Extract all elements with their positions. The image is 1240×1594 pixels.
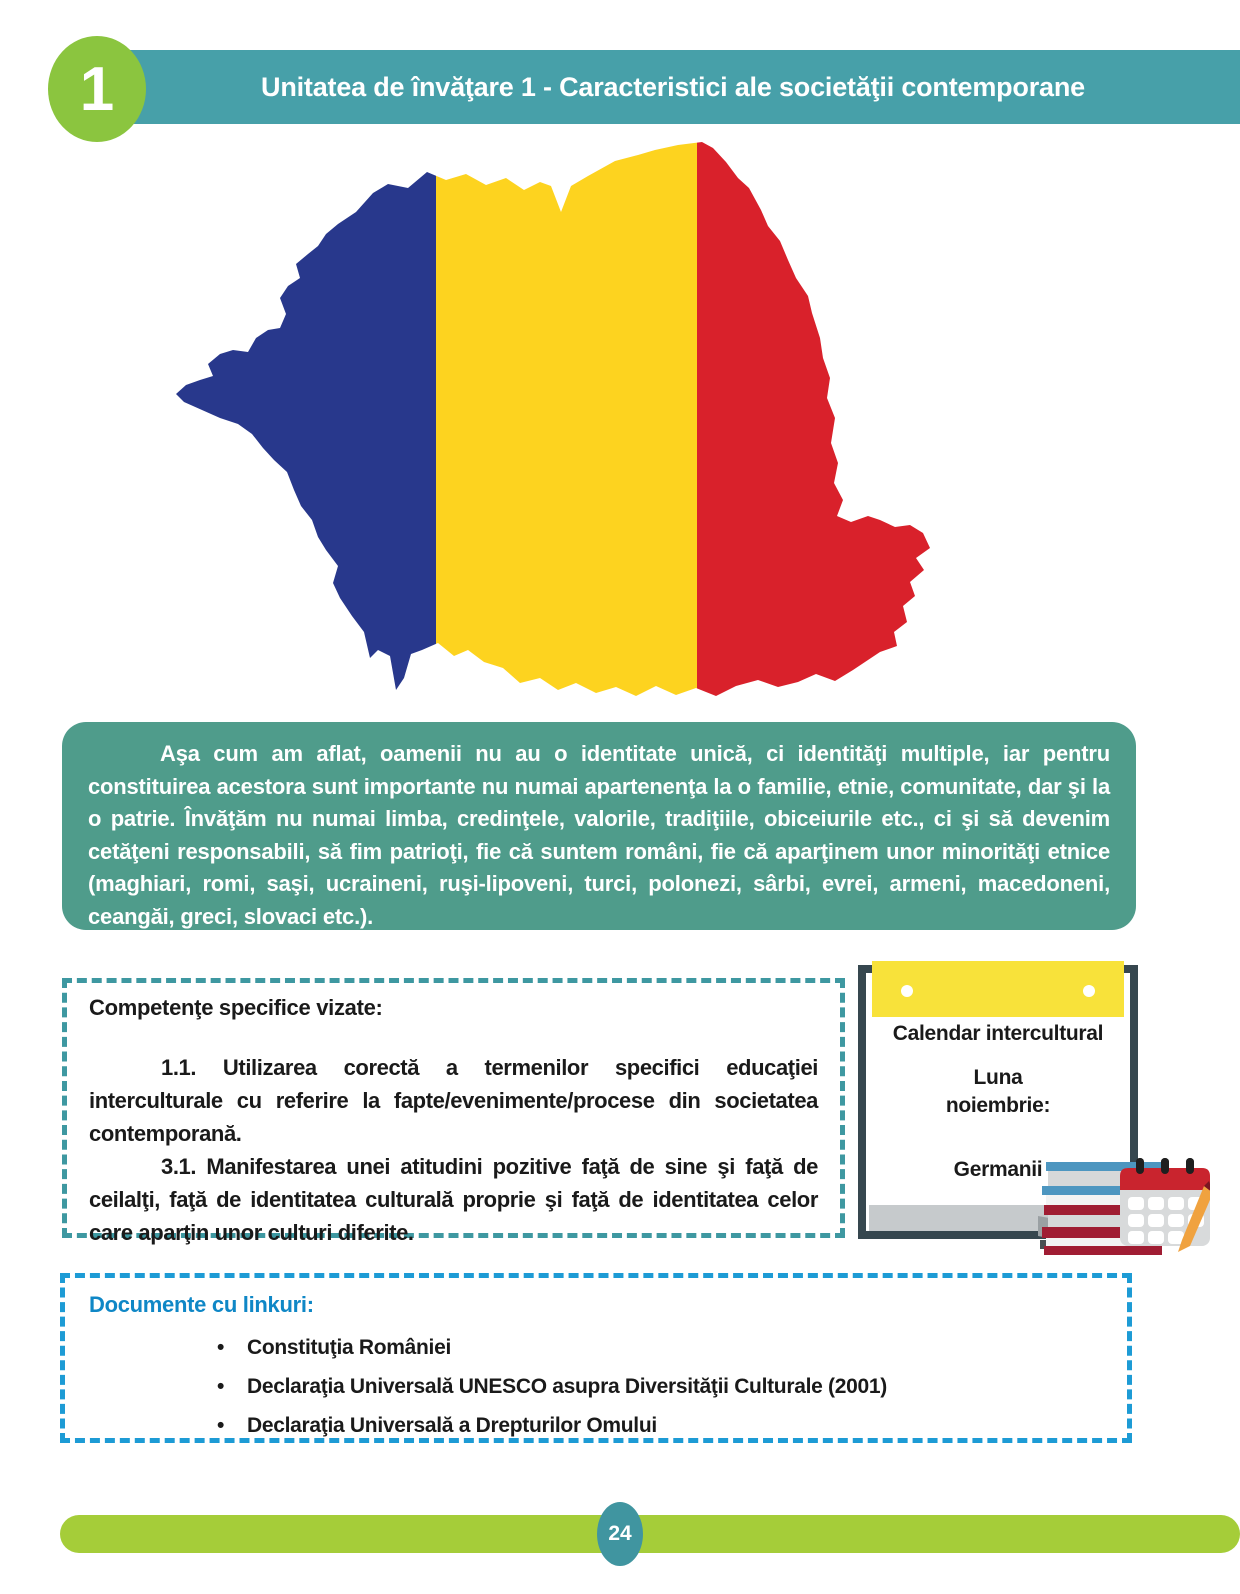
calendar-hole-right (1083, 985, 1095, 997)
competente-item-2: 3.1. Manifestarea unei atitudini pozitive faţă de sine şi faţă de ceilalţi, faţă de identitatea culturală proprie şi faţă de identitatea celor care aparţin unor culturi diferite. (89, 1154, 818, 1245)
unit-number-badge (48, 36, 146, 142)
unit-header-bar (106, 50, 1240, 124)
calendar-hole-left (901, 985, 913, 997)
documente-box (60, 1273, 1132, 1443)
competente-heading: Competenţe specifice vizate: (89, 995, 383, 1020)
competente-item-1: 1.1. Utilizarea corectă a termenilor specifici educaţiei interculturale cu referire la fapte/evenimente/procese din societatea contemporană. (89, 1055, 818, 1146)
unit-number: 1 (79, 54, 115, 124)
documente-list (89, 1328, 1107, 1445)
intro-paragraph: Aşa cum am aflat, oamenii nu au o identitate unică, ci identităţi multiple, iar pentru constituirea acestora sunt importante nu numai apartenenţa la o familie, etnie, comunitate, dar şi la o patrie. Învăţăm nu numai limba, credinţele, valorile, tradiţiile, obiceiurile etc., ci şi să devenim cetăţeni responsabili, să fim patrioţi, fie că suntem români, fie că aparţinem unor minorităţi etnice (maghiari, romi, saşi, ucraineni, ruşi-lipoveni, turci, polonezi, sârbi, evrei, armeni, macedoneni, ceangăi, greci, slovaci etc.). (88, 741, 1110, 929)
flag-stripe-yellow (436, 138, 697, 708)
documente-link-constitutia[interactable]: • Constituţia României (217, 1328, 1107, 1367)
documente-link-drepturi[interactable]: • Declaraţia Universală a Drepturilor Omului (217, 1406, 1107, 1445)
calendar-group-label: Germanii (953, 1158, 1043, 1181)
books-calendar-icon (1038, 1156, 1210, 1256)
flag-stripe-blue (168, 138, 436, 708)
calendar-month-line2: noiembrie: (945, 1094, 1051, 1117)
flag-stripe-red (697, 138, 958, 708)
documente-link-unesco[interactable]: • Declaraţia Universală UNESCO asupra Diversităţii Culturale (2001) (217, 1367, 1107, 1406)
calendar-title: Calendar intercultural (892, 1022, 1104, 1045)
competente-box (62, 978, 845, 1245)
romania-map-icon (168, 138, 958, 708)
calendar-month-line1: Luna (973, 1066, 1023, 1089)
page-title: Unitatea de învăţare 1 - Caracteristici ale societăţii contemporane (261, 71, 1085, 102)
page-number-badge (597, 1502, 643, 1566)
intro-paragraph-box (62, 722, 1136, 930)
page-number: 24 (608, 1522, 632, 1545)
documente-heading: Documente cu linkuri: (89, 1292, 314, 1317)
footer-bar (60, 1515, 1240, 1553)
romania-flag-map (168, 138, 958, 708)
